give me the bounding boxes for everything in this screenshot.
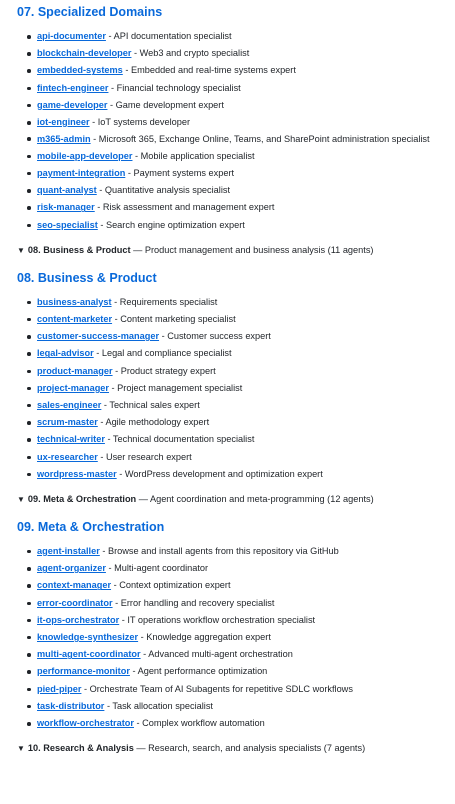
agent-link[interactable]: content-marketer bbox=[37, 313, 113, 324]
agent-list-meta-orchestration bbox=[17, 543, 455, 732]
agent-description: - Financial technology specialist bbox=[108, 82, 241, 93]
details-summary-research-analysis[interactable] bbox=[0, 741, 455, 756]
agent-description: - Knowledge aggregation expert bbox=[138, 631, 271, 642]
agent-description: - Mobile application specialist bbox=[132, 150, 255, 161]
agent-link[interactable]: project-manager bbox=[37, 382, 109, 393]
agent-link[interactable]: quant-analyst bbox=[37, 185, 97, 196]
agent-description: - Task allocation specialist bbox=[104, 700, 213, 711]
list-item bbox=[27, 560, 455, 577]
agent-list-business-product bbox=[17, 294, 455, 483]
list-item bbox=[27, 629, 455, 646]
list-item bbox=[27, 663, 455, 680]
agent-link[interactable]: mobile-app-developer bbox=[37, 150, 133, 161]
agent-description: - Orchestrate Team of AI Subagents for repetitive SDLC workflows bbox=[81, 683, 353, 694]
agent-description: - WordPress development and optimization expert bbox=[116, 468, 323, 479]
list-item bbox=[27, 543, 455, 560]
agent-link[interactable]: business-analyst bbox=[37, 296, 112, 307]
agent-description: - Product strategy expert bbox=[112, 365, 216, 376]
list-item bbox=[27, 328, 455, 345]
list-item bbox=[27, 698, 455, 715]
list-item bbox=[27, 397, 455, 414]
agent-link[interactable]: agent-organizer bbox=[37, 563, 106, 574]
list-item bbox=[27, 681, 455, 698]
agent-link[interactable]: wordpress-master bbox=[37, 468, 117, 479]
agent-link[interactable]: product-manager bbox=[37, 365, 113, 376]
agent-link[interactable]: customer-success-manager bbox=[37, 331, 160, 342]
agent-link[interactable]: legal-advisor bbox=[37, 348, 94, 359]
list-item bbox=[27, 131, 455, 148]
readme-content bbox=[0, 4, 455, 756]
summary-title: 10. Research & Analysis bbox=[27, 743, 134, 754]
list-item bbox=[27, 595, 455, 612]
summary-description: — Product management and business analysis (11 agents) bbox=[130, 244, 374, 255]
triangle-down-icon: ▼ bbox=[17, 245, 25, 255]
agent-link[interactable]: payment-integration bbox=[37, 167, 126, 178]
list-item bbox=[27, 294, 455, 311]
agent-description: - Customer success expert bbox=[159, 331, 271, 342]
summary-title: 09. Meta & Orchestration bbox=[27, 493, 137, 504]
agent-description: - Web3 and crypto specialist bbox=[131, 48, 250, 59]
list-item bbox=[27, 414, 455, 431]
triangle-down-icon: ▼ bbox=[17, 494, 25, 504]
list-item bbox=[27, 612, 455, 629]
agent-link[interactable]: performance-monitor bbox=[37, 666, 130, 677]
agent-link[interactable]: game-developer bbox=[37, 99, 108, 110]
agent-description: - Technical documentation specialist bbox=[104, 434, 255, 445]
list-item bbox=[27, 114, 455, 131]
agent-link[interactable]: it-ops-orchestrator bbox=[37, 614, 120, 625]
agent-link[interactable]: task-distributor bbox=[37, 700, 105, 711]
agent-description: - Payment systems expert bbox=[125, 167, 235, 178]
agent-description: - Agile methodology expert bbox=[97, 417, 210, 428]
agent-description: - Complex workflow automation bbox=[134, 718, 265, 728]
list-item bbox=[27, 363, 455, 380]
agent-link[interactable]: embedded-systems bbox=[37, 65, 123, 76]
agent-link[interactable]: risk-manager bbox=[37, 202, 95, 213]
agent-description: - Error handling and recovery specialist bbox=[112, 597, 275, 608]
agent-description: - Technical sales expert bbox=[101, 399, 200, 410]
agent-link[interactable]: error-coordinator bbox=[37, 597, 113, 608]
agent-link[interactable]: sales-engineer bbox=[37, 399, 102, 410]
agent-link[interactable]: workflow-orchestrator bbox=[37, 718, 134, 728]
section-heading-specialized-domains: 07. Specialized Domains bbox=[17, 5, 163, 19]
agent-link[interactable]: blockchain-developer bbox=[37, 48, 132, 59]
agent-description: - Agent performance optimization bbox=[129, 666, 268, 677]
summary-description: — Agent coordination and meta-programming (12 agents) bbox=[136, 493, 374, 504]
agent-description: - Microsoft 365, Exchange Online, Teams, and SharePoint administration specialist bbox=[90, 134, 430, 145]
agent-description: - Quantitative analysis specialist bbox=[96, 185, 231, 196]
agent-link[interactable]: technical-writer bbox=[37, 434, 105, 445]
agent-link[interactable]: m365-admin bbox=[37, 134, 91, 145]
agent-description: - User research expert bbox=[97, 451, 192, 462]
agent-link[interactable]: knowledge-synthesizer bbox=[37, 631, 139, 642]
agent-description: - Context optimization expert bbox=[111, 580, 231, 591]
agent-description: - Risk assessment and management expert bbox=[94, 202, 275, 213]
list-item bbox=[27, 199, 455, 216]
agent-link[interactable]: fintech-engineer bbox=[37, 82, 109, 93]
agent-link[interactable]: scrum-master bbox=[37, 417, 98, 428]
agent-link[interactable]: iot-engineer bbox=[37, 117, 90, 128]
list-item bbox=[27, 182, 455, 199]
agent-link[interactable]: context-manager bbox=[37, 580, 112, 591]
list-item bbox=[27, 165, 455, 182]
agent-description: - IoT systems developer bbox=[89, 117, 190, 128]
list-item bbox=[27, 217, 455, 234]
list-item bbox=[27, 646, 455, 663]
list-item bbox=[27, 466, 455, 483]
agent-description: - API documentation specialist bbox=[105, 31, 232, 41]
triangle-down-icon: ▼ bbox=[17, 744, 25, 754]
list-item bbox=[27, 715, 455, 732]
section-heading-business-product: 08. Business & Product bbox=[17, 270, 157, 285]
list-item bbox=[27, 148, 455, 165]
list-item bbox=[27, 380, 455, 397]
agent-description: - Search engine optimization expert bbox=[97, 219, 245, 230]
list-item bbox=[27, 311, 455, 328]
details-summary-meta-orchestration[interactable] bbox=[0, 492, 455, 507]
list-item bbox=[27, 28, 455, 45]
list-item bbox=[27, 431, 455, 448]
agent-link[interactable]: ux-researcher bbox=[37, 451, 98, 462]
summary-title: 08. Business & Product bbox=[27, 244, 131, 255]
agent-description: - Browse and install agents from this repository via GitHub bbox=[99, 545, 339, 556]
agent-description: - Advanced multi-agent orchestration bbox=[140, 649, 293, 660]
agent-description: - Content marketing specialist bbox=[112, 313, 236, 324]
list-item bbox=[27, 345, 455, 362]
agent-description: - Legal and compliance specialist bbox=[93, 348, 232, 359]
agent-list-specialized-domains bbox=[17, 28, 455, 234]
agent-link[interactable]: api-documenter bbox=[37, 31, 106, 41]
agent-description: - Embedded and real-time systems expert bbox=[122, 65, 296, 76]
list-item bbox=[27, 80, 455, 97]
agent-description: - Multi-agent coordinator bbox=[105, 563, 209, 574]
list-item bbox=[27, 449, 455, 466]
agent-description: - Game development expert bbox=[107, 99, 224, 110]
list-item bbox=[27, 577, 455, 594]
list-item bbox=[27, 97, 455, 114]
list-item bbox=[27, 62, 455, 79]
agent-link[interactable]: multi-agent-coordinator bbox=[37, 649, 141, 660]
list-item bbox=[27, 45, 455, 62]
section-heading-meta-orchestration: 09. Meta & Orchestration bbox=[17, 519, 165, 534]
details-summary-business-product[interactable] bbox=[0, 243, 455, 258]
agent-description: - Project management specialist bbox=[109, 382, 243, 393]
summary-description: — Research, search, and analysis specialists (7 agents) bbox=[133, 743, 366, 754]
agent-description: - IT operations workflow orchestration specialist bbox=[119, 614, 316, 625]
agent-description: - Requirements specialist bbox=[111, 296, 218, 307]
agent-link[interactable]: agent-installer bbox=[37, 545, 100, 556]
agent-link[interactable]: pied-piper bbox=[37, 683, 82, 694]
agent-link[interactable]: seo-specialist bbox=[37, 219, 98, 230]
